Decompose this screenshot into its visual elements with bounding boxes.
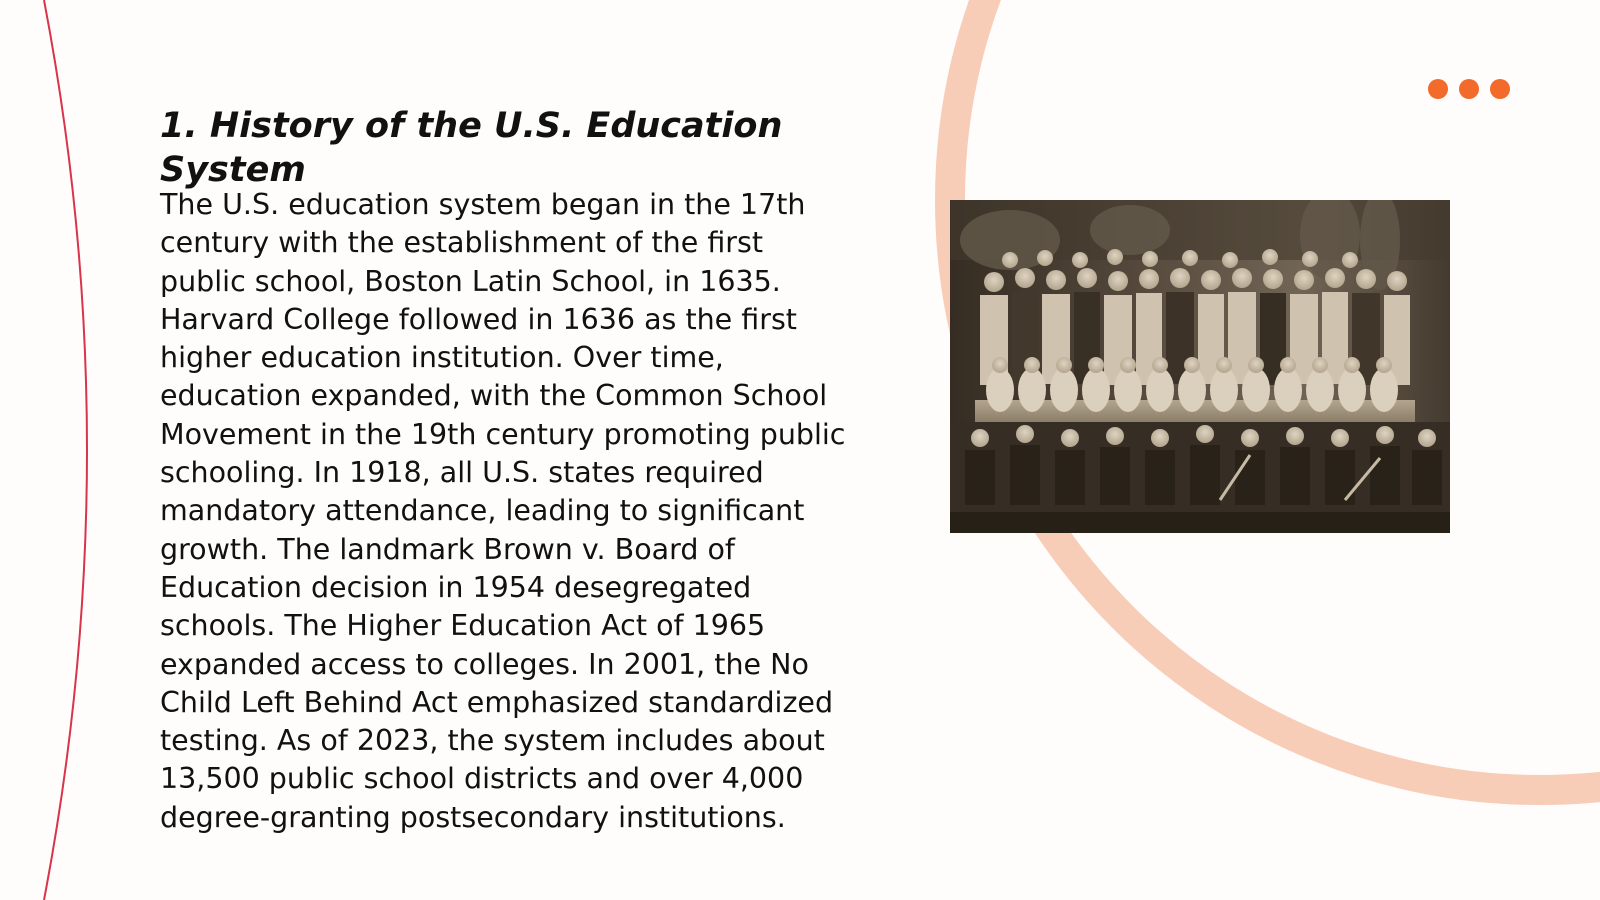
- dot-2: [1459, 79, 1479, 99]
- left-red-line: [44, 0, 87, 900]
- more-dots-icon: [1428, 79, 1510, 99]
- slide-title: 1. History of the U.S. Education System: [160, 106, 783, 190]
- dot-3: [1490, 79, 1510, 99]
- dot-1: [1428, 79, 1448, 99]
- class-group-photo: [950, 200, 1450, 533]
- slide-body-text: The U.S. education system began in the 17th century with the establishment of the first public school, Boston Latin School, in 1635. Harvard College followed in 1636 as the first higher education institution. Over time, education expanded, with the Common School Movement in the 19th century promoting public schooling. In 1918, all U.S. states required mandatory attendance, leading to significant growth. The landmark Brown v. Board of Education decision in 1954 desegregated schools. The Higher Education Act of 1965 expanded access to colleges. In 2001, the No Child Left Behind Act emphasized standardized testing. As of 2023, the system includes about 13,500 public school districts and over 4,000 degree-granting postsecondary institutions.: [160, 188, 846, 834]
